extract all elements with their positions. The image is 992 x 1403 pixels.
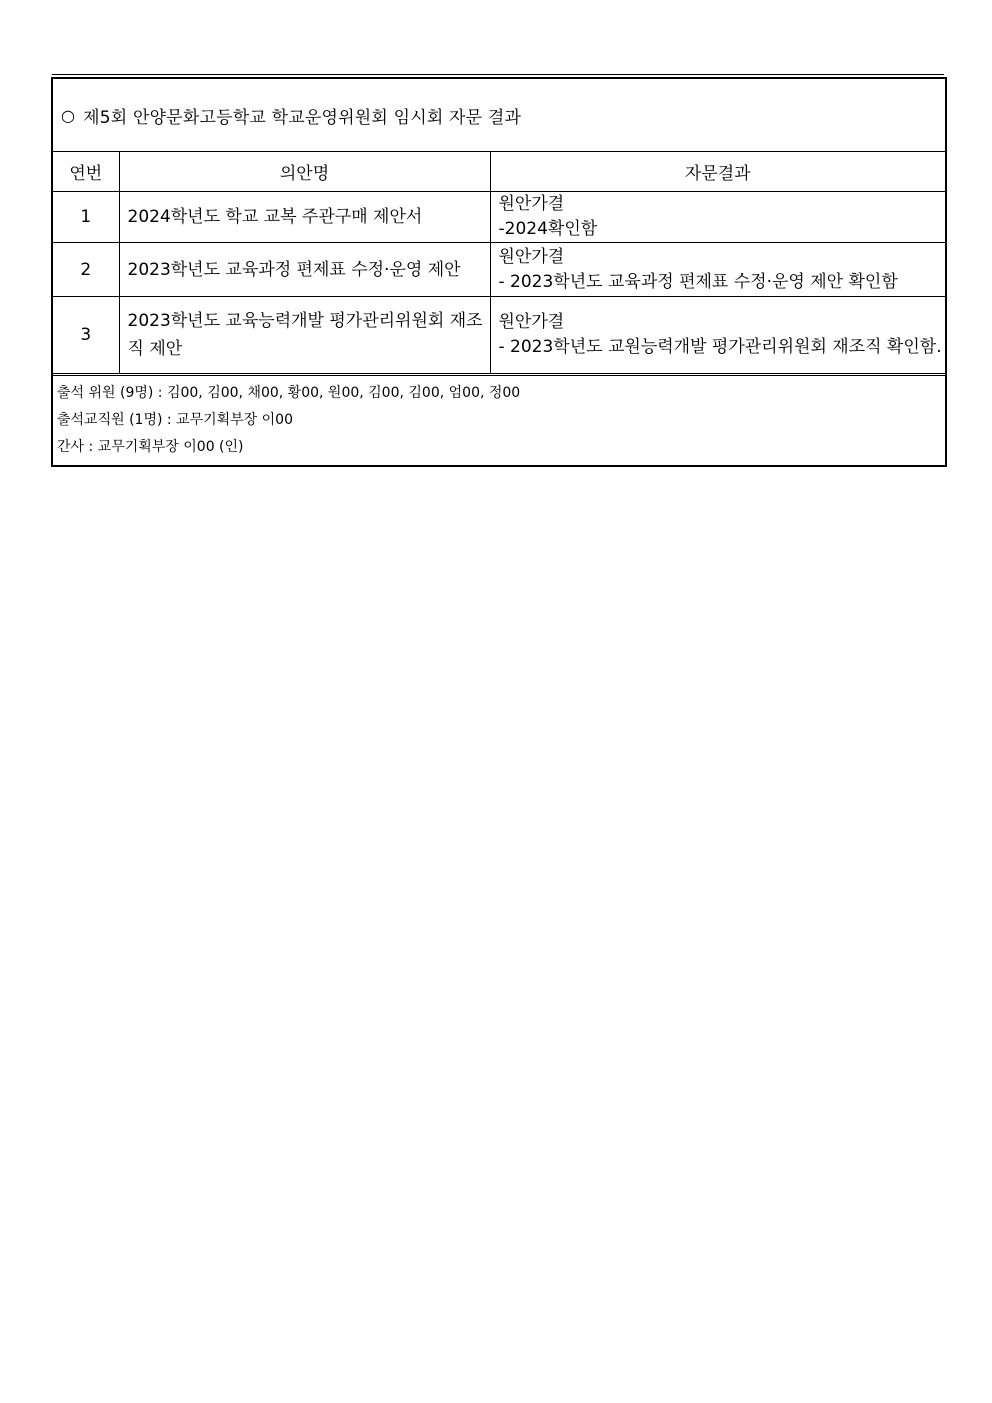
result-decision: 원안가결 — [498, 312, 565, 332]
table-row — [53, 192, 945, 243]
result-note: - 2023학년도 교원능력개발 평가관리위원회 재조직 확인함. — [498, 337, 942, 357]
table-header-row — [53, 152, 945, 192]
header-number: 연번 — [53, 152, 119, 192]
result-cell — [490, 243, 945, 297]
row-number: 3 — [53, 297, 119, 374]
header-agenda-name: 의안명 — [119, 152, 490, 192]
result-cell — [490, 297, 945, 374]
minutes-table-frame — [51, 77, 947, 467]
circle-bullet-icon: ○ — [61, 105, 76, 125]
row-number: 2 — [53, 243, 119, 297]
result-note: - 2023학년도 교육과정 편제표 수정·운영 제안 확인함 — [498, 271, 898, 292]
result-cell — [490, 192, 945, 243]
agenda-table — [53, 152, 945, 373]
title-text: 제5회 안양문화고등학교 학교운영위원회 임시회 자문 결과 — [83, 107, 522, 128]
attendance-staff: 출석교직원 (1명) : 교무기획부장 이00 — [57, 412, 293, 428]
attendance-footer — [53, 373, 945, 465]
document-title — [53, 79, 945, 152]
agenda-name: 2023학년도 교육과정 편제표 수정·운영 제안 — [119, 243, 490, 297]
secretary: 간사 : 교무기획부장 이00 (인) — [57, 439, 244, 455]
agenda-name: 2023학년도 교육능력개발 평가관리위원회 재조직 제안 — [119, 297, 490, 374]
result-note: -2024확인함 — [498, 219, 598, 239]
header-result: 자문결과 — [490, 152, 945, 192]
result-decision: 원안가결 — [498, 246, 565, 267]
row-number: 1 — [53, 192, 119, 243]
result-decision: 원안가결 — [498, 194, 565, 214]
top-rule — [52, 74, 944, 75]
attendance-members: 출석 위원 (9명) : 김00, 김00, 채00, 황00, 원00, 김00, 김00, 엄00, 정00 — [57, 385, 521, 401]
agenda-name: 2024학년도 학교 교복 주관구매 제안서 — [119, 192, 490, 243]
table-row — [53, 297, 945, 374]
table-row — [53, 243, 945, 297]
